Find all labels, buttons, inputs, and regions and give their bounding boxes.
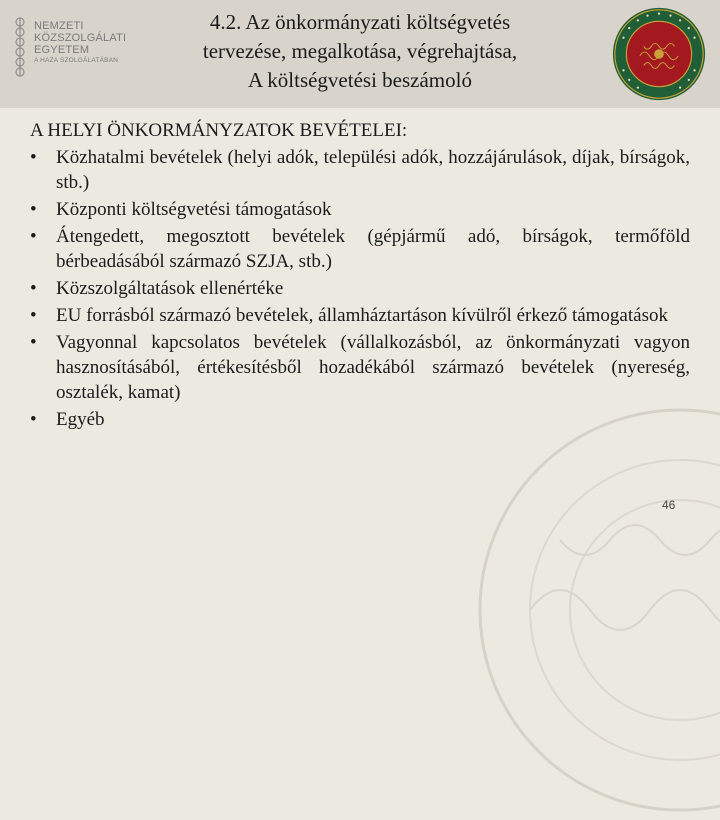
list-item [30,197,690,222]
list-item-text: Közhatalmi bevételek (helyi adók, települési adók, hozzájárulások, díjak, bírságok, stb.) [56,147,690,193]
list-item [30,330,690,405]
list-item [30,303,690,328]
university-seal-icon [611,6,707,102]
list-item [30,276,690,301]
list-item-text: Közszolgáltatások ellenértéke [56,278,284,299]
bullet-icon: • [30,226,37,247]
slide-header [0,0,720,108]
slide-title [140,8,580,95]
list-item [30,224,690,274]
bullet-icon: • [30,332,37,353]
title-line: A költségvetési beszámoló [248,68,472,92]
logo-tagline: A HAZA SZOLGÁLATÁBAN [34,57,119,64]
logo-line: EGYETEM [34,44,90,56]
bullet-icon: • [30,199,37,220]
university-logo-icon [12,16,28,78]
page-number: 46 [662,498,676,512]
list-item-text: EU forrásból származó bevételek, államháztartáson kívülről érkező támogatások [56,305,668,326]
seal-watermark-icon [470,400,720,820]
title-line: 4.2. Az önkormányzati költségvetés [209,10,511,34]
list-item-text: Központi költségvetési támogatások [56,199,332,220]
list-item-text: Átengedett, megosztott bevételek (gépjármű adó, bírságok, termőföld bérbeadásából származó SZJA, stb.) [56,226,690,272]
logo-line: KÖZSZOLGÁLATI [34,32,127,44]
logo-wordmark [34,20,126,66]
slide-content [30,118,690,434]
title-line: tervezése, megalkotása, végrehajtása, [202,39,518,63]
logo-line: NEMZETI [34,20,84,32]
list-item-text: Egyéb [56,409,105,430]
list-item [30,407,690,432]
bullet-icon: • [30,409,37,430]
revenue-list [30,145,690,432]
content-heading: A HELYI ÖNKORMÁNYZATOK BEVÉTELEI: [30,120,408,141]
list-item [30,145,690,195]
bullet-icon: • [30,147,37,168]
list-item-text: Vagyonnal kapcsolatos bevételek (vállalkozásból, az önkormányzati vagyon hasznosításából, értékesítésből hozadékából származó bevételek (nyereség, osztalék, kamat) [56,332,690,403]
bullet-icon: • [30,278,37,299]
bullet-icon: • [30,305,37,326]
university-logo [12,16,142,86]
